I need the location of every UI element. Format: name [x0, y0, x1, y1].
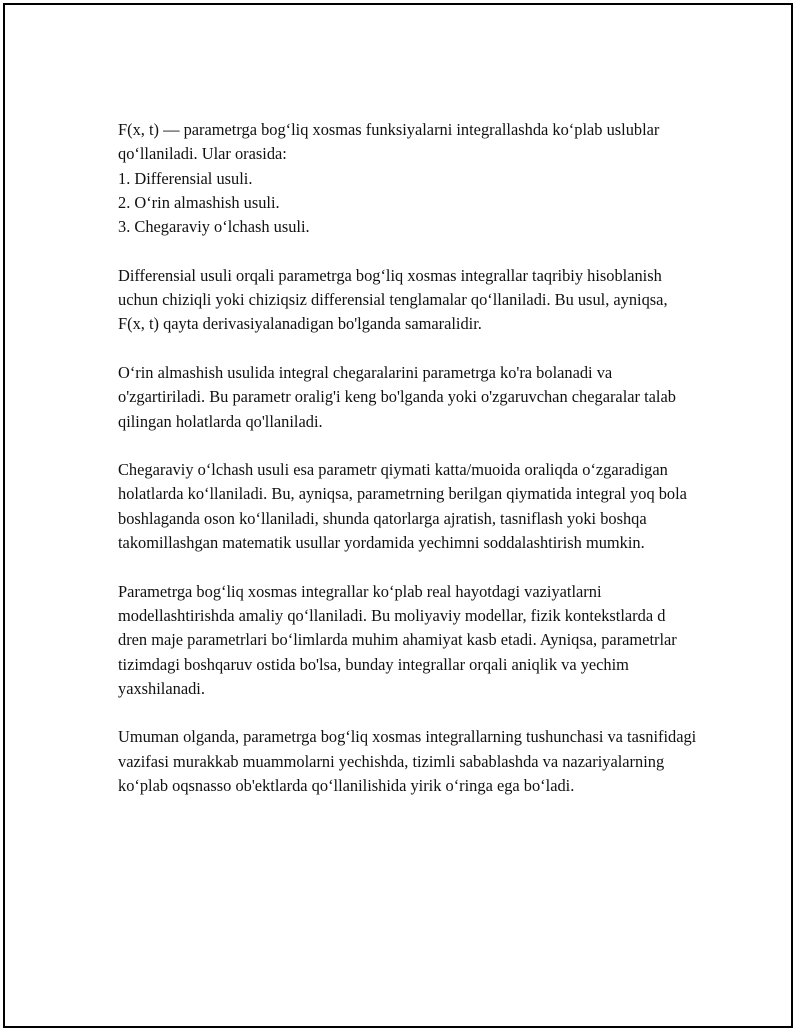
- document-body: [118, 118, 698, 798]
- list-item: 3. Chegaraviy o‘lchash usuli.: [118, 217, 310, 237]
- paragraph-chegaraviy: Chegaraviy o‘lchash usuli esa parametr qiymati katta/muoida oraliqda o‘zgaradigan holatlarda ko‘llaniladi. Bu, ayniqsa, parametrning berilgan qiymatida integral yoq bola boshlaganda oson ko‘llaniladi, shunda qatorlarga ajratish, tasniflash yoki boshqa takomillashgan matematik usullar yordamida yechimni soddalashtirish mumkin.: [118, 460, 687, 553]
- list-item: 2. O‘rin almashish usuli.: [118, 192, 280, 212]
- paragraph-gap: [118, 701, 698, 725]
- intro-paragraph: F(x, t) — parametrga bog‘liq xosmas funksiyalarni integrallashda ko‘plab uslublar qo‘llaniladi. Ular orasida:: [118, 120, 660, 164]
- paragraph-gap: [118, 434, 698, 458]
- paragraph-gap: [118, 337, 698, 361]
- list-item: 1. Differensial usuli.: [118, 168, 253, 188]
- paragraph-gap: [118, 239, 698, 263]
- paragraph-orin-almashish: O‘rin almashish usulida integral chegaralarini parametrga ko'ra bolanadi va o'zgartiriladi. Bu parametr oralig'i keng bo'lganda yoki o'zgaruvchan chegaralar talab qilingan holatlarda qo'llaniladi.: [118, 362, 676, 431]
- paragraph-amaliy: Parametrga bog‘liq xosmas integrallar ko‘plab real hayotdagi vaziyatlarni modellashtirishda amaliy qo‘llaniladi. Bu moliyaviy modellar, fizik kontekstlarda d dren maje parametrlari bo‘limlarda muhim ahamiyat kasb etadi. Ayniqsa, parametrlar tizimdagi boshqaruv ostida bo'lsa, bunday integrallar orqali aniqlik va yechim yaxshilanadi.: [118, 581, 677, 698]
- paragraph-xulosa: Umuman olganda, parametrga bog‘liq xosmas integrallarning tushunchasi va tasnifidagi vazifasi murakkab muammolarni yechishda, tizimli sabablashda va nazariyalarning ko‘plab oqsnasso ob'ektlarda qo‘llanilishida yirik o‘ringa ega bo‘ladi.: [118, 727, 697, 796]
- paragraph-differensial: Differensial usuli orqali parametrga bog‘liq xosmas integrallar taqribiy hisoblanish uchun chiziqli yoki chiziqsiz differensial tenglamalar qo‘llaniladi. Bu usul, ayniqsa, F(x, t) qayta derivasiyalanadigan bo'lganda samaralidir.: [118, 265, 668, 334]
- paragraph-gap: [118, 555, 698, 579]
